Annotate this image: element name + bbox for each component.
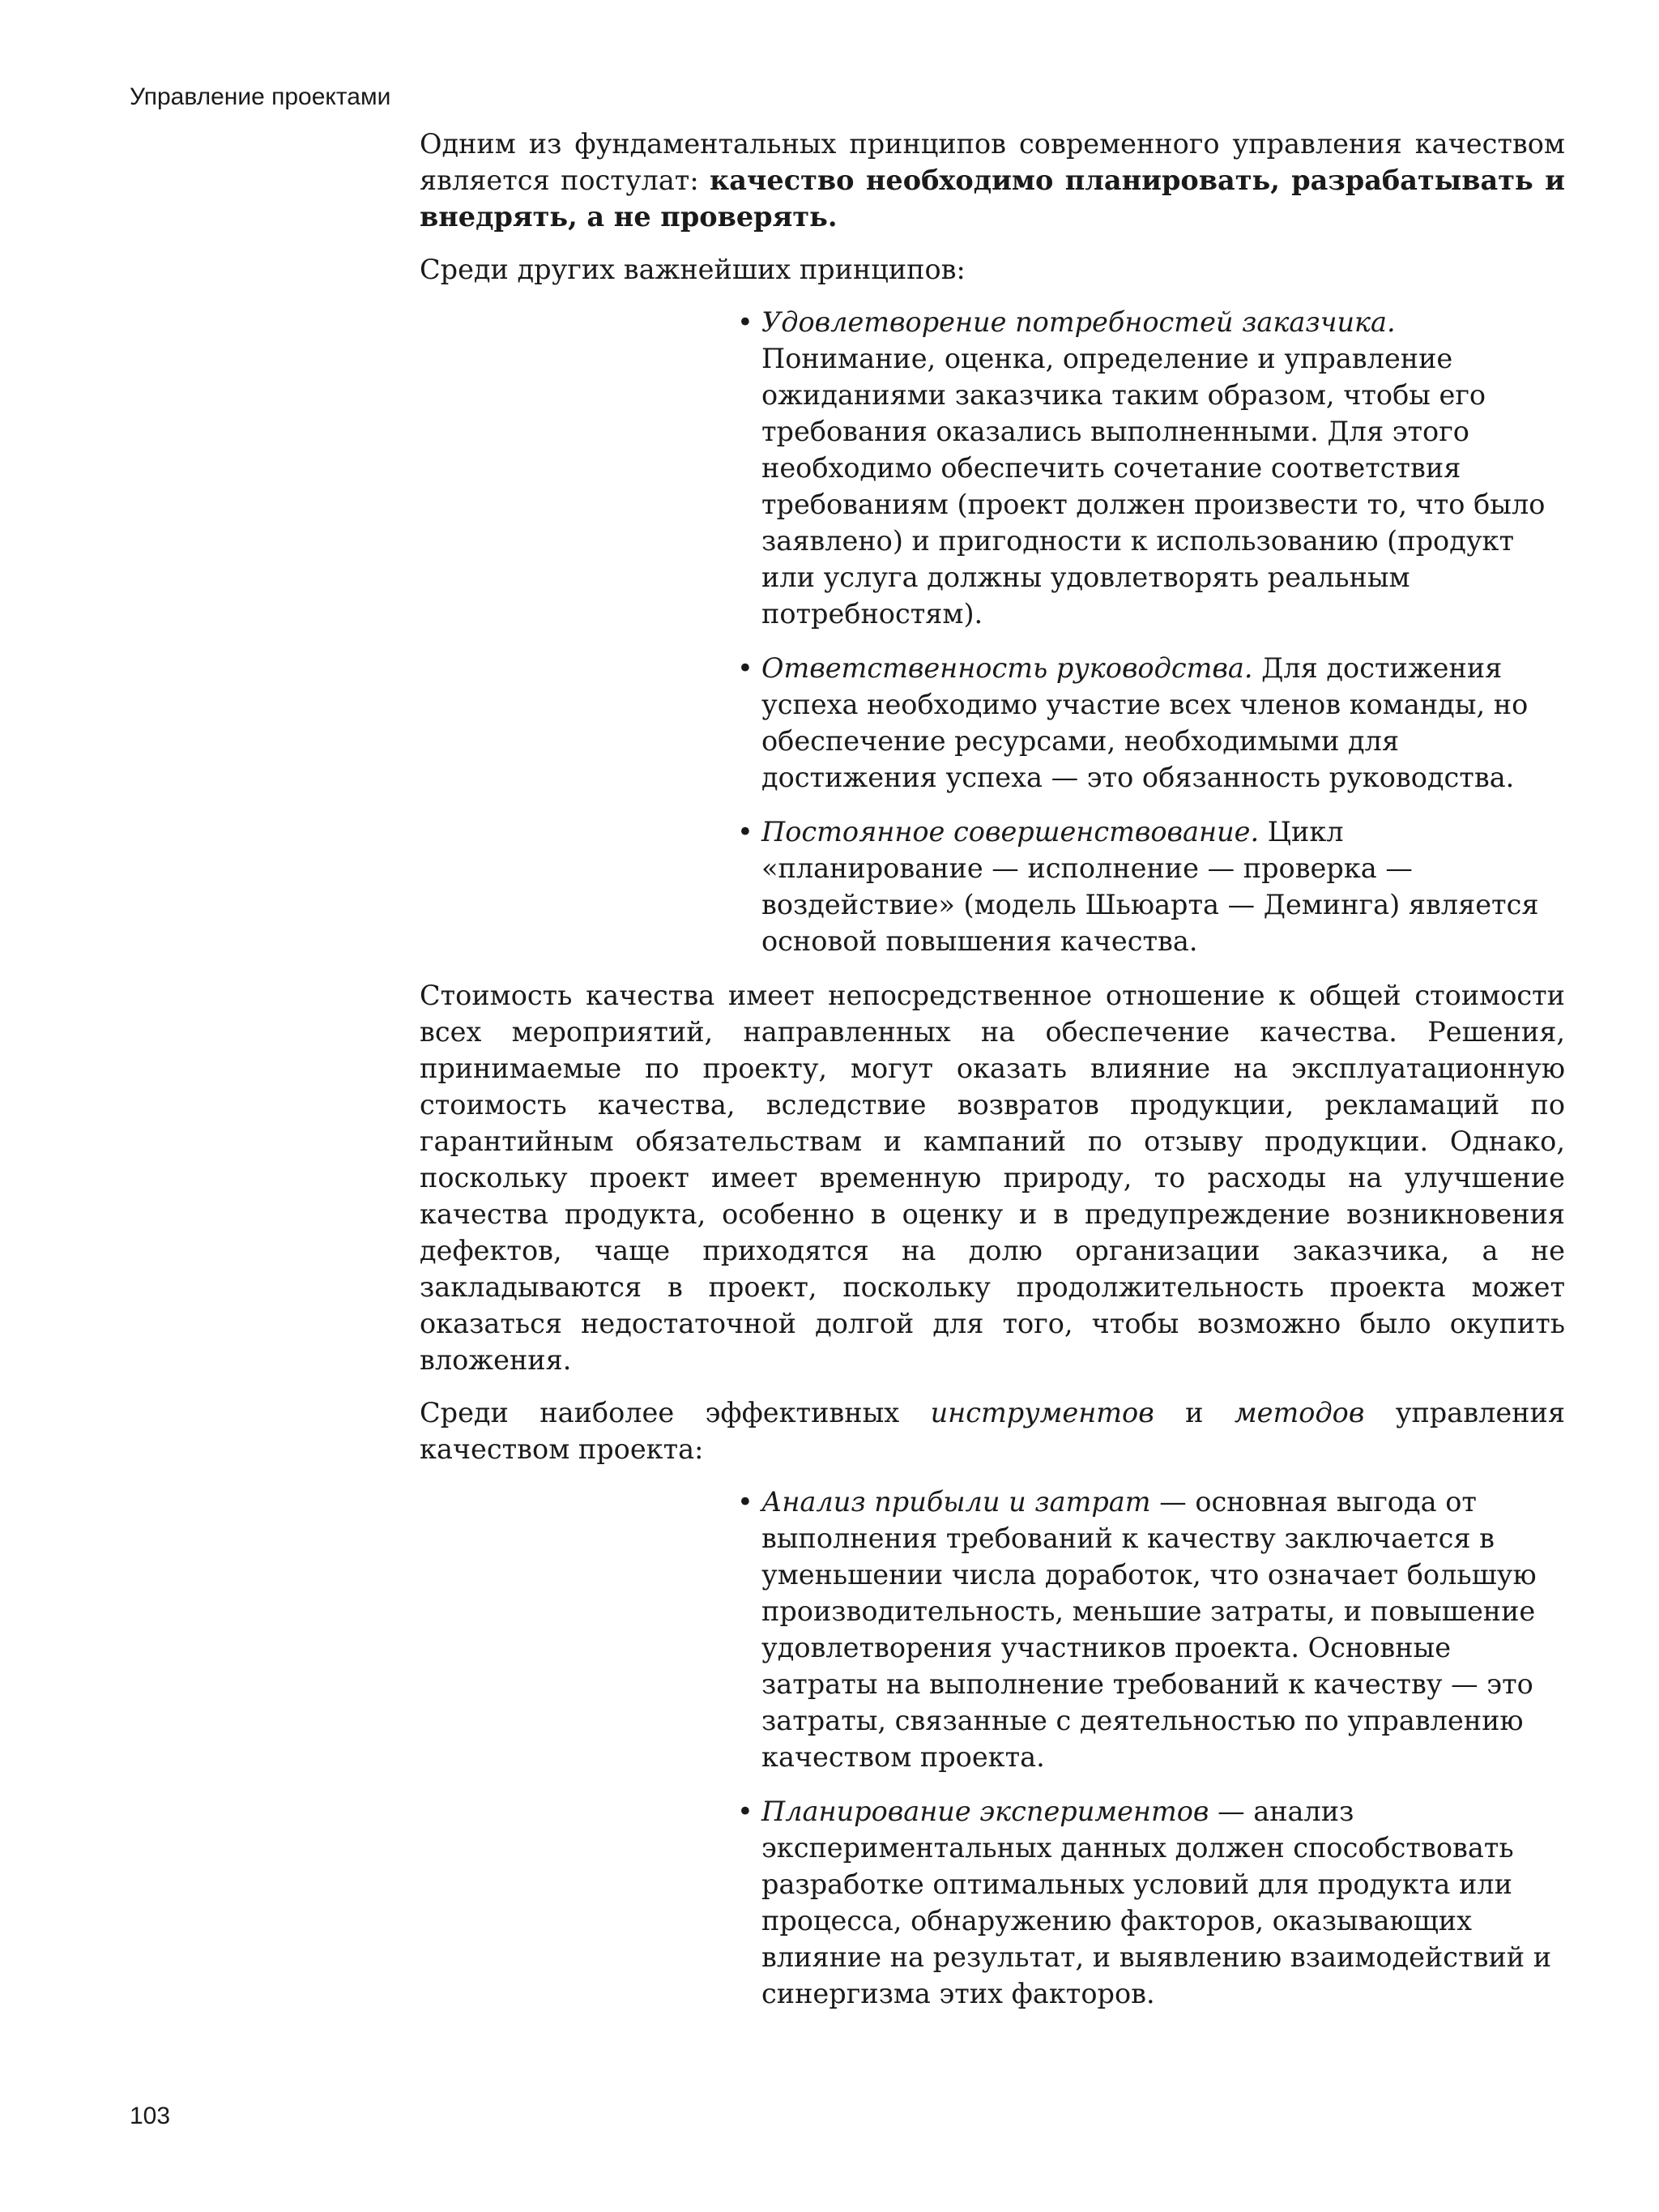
running-head: Управление проектами bbox=[130, 83, 391, 110]
list-item bbox=[737, 650, 1565, 796]
list-item-text: Понимание, оценка, определение и управление ожиданиями заказчика таким образом, чтобы его требования оказались выполненными. Для этого необходимо обеспечить сочетание соответствия требованиям (проект должен произвести то, что было заявлено) и пригодности к использованию (продукт или услуга должны удовлетворять реальным потребностям). bbox=[761, 343, 1546, 630]
list-item-term: Ответственность руководства. bbox=[761, 652, 1253, 684]
paragraph-text: управления качеством проекта: bbox=[420, 1397, 1565, 1465]
page-number: 103 bbox=[130, 2103, 171, 2129]
list-item-text: Цикл «планирование — исполнение — проверка — воздействие» (модель Шьюарта — Деминга) является основой повышения качества. bbox=[761, 816, 1539, 957]
principles-list bbox=[420, 304, 1565, 959]
paragraph-text: и bbox=[1154, 1397, 1235, 1428]
bold-postulate: качество необходимо планировать, разрабатывать и внедрять, а не проверять. bbox=[420, 164, 1565, 233]
paragraph-text: Среди наиболее эффективных bbox=[420, 1397, 931, 1428]
paragraph-principles-intro: Среди других важнейших принципов: bbox=[420, 254, 966, 285]
emphasis-tools: инструментов bbox=[930, 1397, 1154, 1428]
bullet-icon: • bbox=[737, 306, 753, 338]
methods-list bbox=[420, 1484, 1565, 2012]
paragraph-text: Одним из фундаментальных принципов современного управления качеством является постулат: bbox=[420, 128, 1565, 196]
list-item-term: Планирование экспериментов bbox=[761, 1796, 1209, 1827]
list-item-text: Для достижения успеха необходимо участие всех членов команды, но обеспечение ресурсами, необходимыми для достижения успеха — это обязанность руководства. bbox=[761, 652, 1529, 793]
list-item bbox=[737, 1793, 1565, 2012]
list-item-term: Удовлетворение потребностей заказчика. bbox=[761, 306, 1396, 338]
emphasis-methods: методов bbox=[1234, 1397, 1365, 1428]
list-item bbox=[737, 304, 1565, 632]
list-item-text: — анализ экспериментальных данных должен способствовать разработке оптимальных условий для продукта или процесса, обнаружению факторов, оказывающих влияние на результат, и выявлению взаимодействий и синергизма этих факторов. bbox=[761, 1796, 1552, 2009]
bullet-icon: • bbox=[737, 1486, 753, 1518]
paragraph-quality-postulate bbox=[420, 126, 1565, 235]
paragraph-cost-of-quality: Стоимость качества имеет непосредственное отношение к общей стоимости всех мероприятий, направленных на обеспечение качества. Решения, принимаемые по проекту, могут оказать влияние на эксплуатационную стоимость качества, вследствие возвратов продукции, рекламаций по гарантийным обязательствам и кампаний по отзыву продукции. Однако, поскольку проект имеет временную природу, то расходы на улучшение качества продукта, особенно в оценку и в предупреждение возникновения дефектов, чаще приходятся на долю организации заказчика, а не закладываются в проект, поскольку продолжительность проекта может оказаться недостаточной долгой для того, чтобы возможно было окупить вложения. bbox=[420, 980, 1565, 1376]
paragraph-tools-intro bbox=[420, 1394, 1565, 1467]
bullet-icon: • bbox=[737, 652, 753, 684]
list-item-term: Анализ прибыли и затрат bbox=[761, 1486, 1151, 1518]
bullet-icon: • bbox=[737, 816, 753, 848]
list-item bbox=[737, 1484, 1565, 1775]
bullet-icon: • bbox=[737, 1796, 753, 1827]
list-item-term: Постоянное совершенствование. bbox=[761, 816, 1260, 848]
body-text bbox=[420, 126, 1565, 2030]
list-item bbox=[737, 813, 1565, 959]
list-item-text: — основная выгода от выполнения требований к качеству заключается в уменьшении числа доработок, что означает большую производительность, меньшие затраты, и повышение удовлетворения участников проекта. Основные затраты на выполнение требований к качеству — это затраты, связанные с деятельностью по управлению качеством проекта. bbox=[761, 1486, 1537, 1773]
